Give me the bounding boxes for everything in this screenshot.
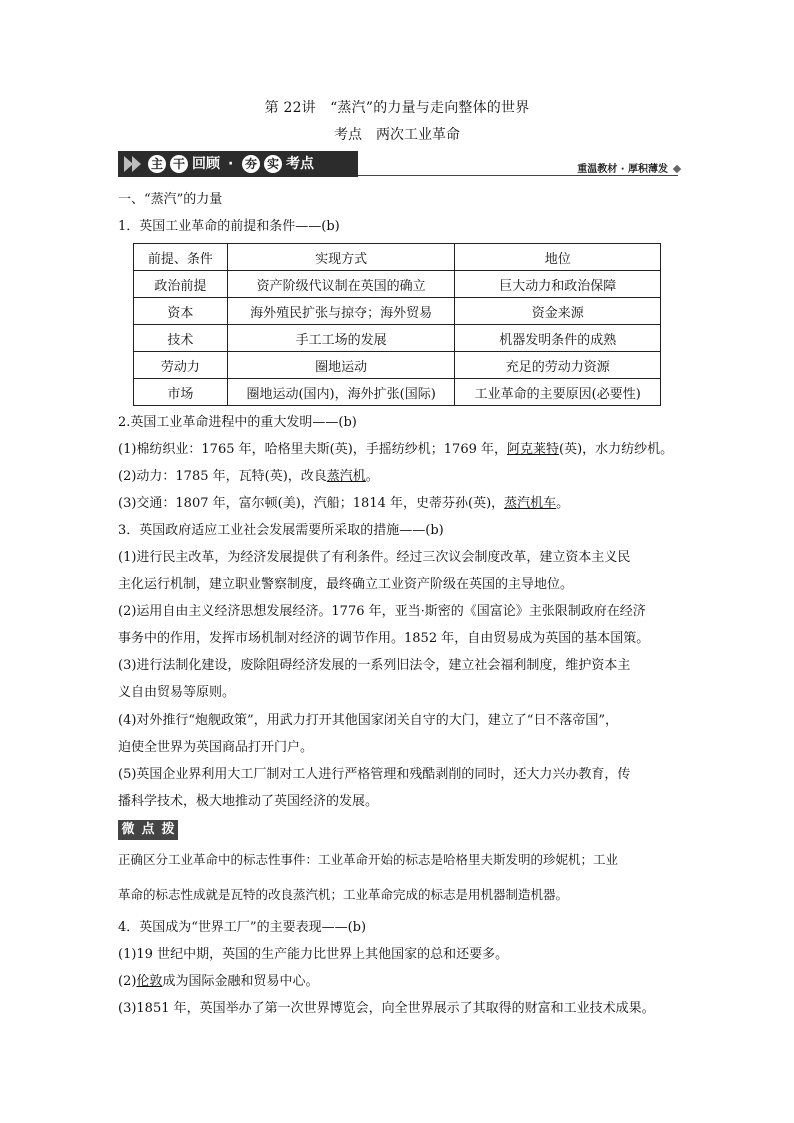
banner-badge: 夯: [242, 155, 260, 173]
paragraph-line: [118, 973, 680, 991]
table-cell: 资产阶级代议制在英国的确立: [227, 271, 455, 298]
table-cell: 技术: [134, 325, 228, 352]
tip-badge-char: 拨: [158, 820, 178, 840]
tip-badge-char: 微: [118, 820, 138, 840]
table-header-cell: 前提、条件: [134, 244, 228, 271]
table-cell: 资金来源: [455, 298, 661, 325]
table-cell: 充足的劳动力资源: [455, 352, 661, 379]
text-run: (1)棉纺织业：1765 年，哈格里夫斯(英)，手摇纺纱机；1769 年，: [118, 442, 507, 457]
paragraph-line: 事务中的作用，发挥市场机制对经济的调节作用。1852 年，自由贸易成为英国的基本国策。: [118, 631, 650, 646]
table-cell: 工业革命的主要原因(必要性): [455, 379, 661, 406]
item-heading: 2.英国工业革命进程中的重大发明——(b): [118, 415, 357, 430]
banner-rule: [358, 175, 678, 176]
underlined-term: 阿克莱特: [507, 442, 560, 457]
banner-text-b: 考点: [286, 156, 314, 172]
diamond-icon: [673, 165, 681, 173]
paragraph-line: 义自由贸易等原则。: [118, 685, 236, 700]
paragraph-line: [118, 468, 680, 486]
tip-badge: [118, 820, 178, 842]
tip-line: 革命的标志性成就是瓦特的改良蒸汽机；工业革命完成的标志是用机器制造机器。: [118, 887, 569, 902]
paragraph-line: 主化运行机制，建立职业警察制度，最终确立工业资产阶级在英国的主导地位。: [118, 577, 574, 592]
table-cell: 圈地运动: [227, 352, 455, 379]
paragraph-line: [118, 495, 680, 513]
underlined-term: 伦敦: [136, 974, 163, 989]
banner-right-text: 重温教材 · 厚积薄发: [577, 164, 668, 175]
section-banner: [118, 151, 680, 177]
lesson-title: 第 22讲 “蒸汽”的力量与走向整体的世界: [264, 100, 530, 116]
paragraph-line: [118, 441, 680, 459]
conditions-table: [133, 243, 661, 406]
paragraph-line: 迫使全世界为英国商品打开门户。: [118, 740, 314, 755]
table-row: [134, 325, 661, 352]
table-row: [134, 352, 661, 379]
table-header-cell: 地位: [455, 244, 661, 271]
paragraph-line: (3)1851 年，英国举办了第一次世界博览会，向全世界展示了其取得的财富和工业技术成果。: [118, 1001, 655, 1016]
text-run: (2)动力：1785 年，瓦特(英)，改良: [118, 469, 327, 484]
banner-dot: ·: [228, 156, 234, 172]
tip-badge-char: 点: [138, 820, 158, 840]
banner-text-a: 回顾: [192, 156, 220, 172]
text-run: 成为国际金融和贸易中心。: [162, 974, 319, 989]
table-header-row: [134, 244, 661, 271]
section-heading: 一、“蒸汽”的力量: [118, 192, 223, 207]
item-heading: 4．英国成为“世界工厂”的主要表现——(b): [118, 920, 367, 935]
item-heading: 3．英国政府适应工业社会发展需要所采取的措施——(b): [118, 523, 444, 538]
table-cell: 市场: [134, 379, 228, 406]
table-cell: 手工工场的发展: [227, 325, 455, 352]
text-run: (英)，水力纺纱机。: [559, 442, 674, 457]
item-heading: 1．英国工业革命的前提和条件——(b): [118, 219, 340, 234]
table-header-cell: 实现方式: [227, 244, 455, 271]
chevron-right-icon: [132, 156, 141, 172]
table-cell: 机器发明条件的成熟: [455, 325, 661, 352]
paragraph-line: (4)对外推行“炮舰政策”，用武力打开其他国家闭关自守的大门，建立了“日不落帝国”，: [118, 713, 618, 728]
paragraph-line: (1)进行民主改革，为经济发展提供了有利条件。经过三次议会制度改革，建立资本主义民: [118, 550, 631, 565]
paragraph-line: (5)英国企业界利用大工厂制对工人进行严格管理和残酷剥削的同时，还大力兴办教育，传: [118, 767, 631, 782]
underlined-term: 蒸汽机车: [504, 496, 557, 511]
table-cell: 巨大动力和政治保障: [455, 271, 661, 298]
text-run: (2): [118, 974, 137, 989]
text-run: 。: [556, 496, 570, 511]
tip-line: 正确区分工业革命中的标志性事件：工业革命开始的标志是哈格里夫斯发明的珍妮机；工业: [118, 852, 619, 867]
text-run: 。: [365, 469, 379, 484]
paragraph-line: (2)运用自由主义经济思想发展经济。1776 年，亚当·斯密的《国富论》主张限制政府在经济: [118, 604, 646, 619]
paragraph-line: 播科学技术，极大地推动了英国经济的发展。: [118, 794, 379, 809]
paragraph-line: (1)19 世纪中期，英国的生产能力比世界上其他国家的总和还要多。: [118, 947, 509, 962]
table-cell: 海外殖民扩张与掠夺；海外贸易: [227, 298, 455, 325]
table-row: [134, 298, 661, 325]
text-run: (3)交通：1807 年，富尔顿(美)，汽船；1814 年，史蒂芬孙(英)，: [118, 496, 505, 511]
banner-badge: 主: [148, 155, 166, 173]
table-row: [134, 379, 661, 406]
underlined-term: 蒸汽机: [326, 469, 366, 484]
table-row: [134, 271, 661, 298]
table-cell: 政治前提: [134, 271, 228, 298]
paragraph-line: (3)进行法制化建设，废除阻碍经济发展的一系列旧法令，建立社会福利制度，维护资本主: [118, 658, 631, 673]
lesson-subtitle: 考点 两次工业革命: [334, 127, 460, 143]
table-cell: 劳动力: [134, 352, 228, 379]
table-cell: 圈地运动(国内)，海外扩张(国际): [227, 379, 455, 406]
banner-badge: 干: [170, 155, 188, 173]
table-cell: 资本: [134, 298, 228, 325]
banner-badge: 实: [264, 155, 282, 173]
